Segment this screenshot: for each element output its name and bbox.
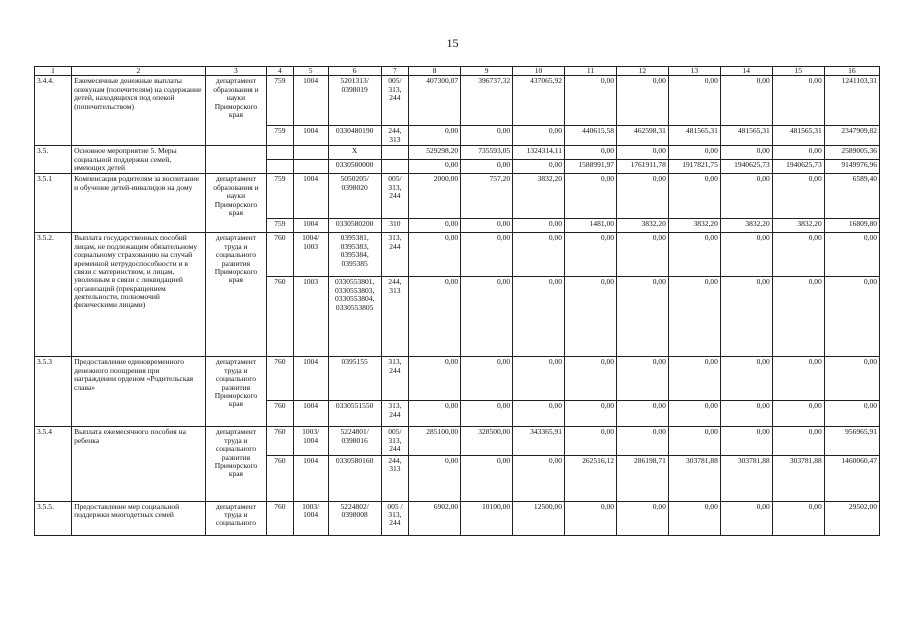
amount-cell: 0,00: [409, 126, 461, 146]
row-department: департамент образования и науки Приморского края: [205, 174, 266, 233]
target-article-code: 0330553801, 0330553803, 0330553804, 0330553805: [328, 277, 381, 357]
row-code: 3.5.4: [35, 427, 72, 501]
amount-cell: 0,00: [616, 501, 668, 535]
amount-cell: 0,00: [616, 277, 668, 357]
amount-cell: 0,00: [824, 401, 879, 427]
amount-cell: 0,00: [720, 174, 772, 219]
section-code: 1004: [293, 174, 328, 219]
section-code: 1004: [293, 126, 328, 146]
amount-cell: 0,00: [565, 357, 617, 401]
expense-type-code: 313, 244: [381, 401, 409, 427]
amount-cell: 481565,31: [772, 126, 824, 146]
amount-cell: 0,00: [720, 401, 772, 427]
amount-cell: 0,00: [668, 357, 720, 401]
amount-cell: 0,00: [720, 427, 772, 455]
target-article-code: X: [328, 146, 381, 160]
amount-cell: 0,00: [772, 401, 824, 427]
target-article-code: 0330580200: [328, 219, 381, 233]
row-department: департамент труда и социального развития Приморского края: [205, 233, 266, 357]
expense-type-code: [381, 146, 409, 160]
amount-cell: 0,00: [772, 277, 824, 357]
expense-type-code: 005/ 313, 244: [381, 76, 409, 126]
amount-cell: 0,00: [720, 277, 772, 357]
amount-cell: 0,00: [565, 76, 617, 126]
grbs-code: 759: [267, 174, 294, 219]
amount-cell: 0,00: [513, 357, 565, 401]
section-code: 1004/ 1003: [293, 233, 328, 277]
row-code: 3.5.5.: [35, 501, 72, 535]
column-number-header: 13: [668, 67, 720, 76]
amount-cell: 3832,20: [616, 219, 668, 233]
amount-cell: 0,00: [668, 427, 720, 455]
table-row: [35, 76, 880, 126]
expense-type-code: 005 / 313, 244: [381, 501, 409, 535]
amount-cell: 0,00: [824, 357, 879, 401]
target-article-code: 0330580160: [328, 455, 381, 501]
amount-cell: 757,20: [461, 174, 513, 219]
row-name: Основное мероприятие 5. Меры социальной поддержки семей, имеющих детей: [72, 146, 206, 174]
row-name: Компенсация родителям за воспитание и обучение детей-инвалидов на дому: [72, 174, 206, 233]
amount-cell: 0,00: [772, 501, 824, 535]
target-article-code: 5201313/ 0398019: [328, 76, 381, 126]
amount-cell: 3832,20: [513, 174, 565, 219]
amount-cell: 1481,00: [565, 219, 617, 233]
column-number-header: 12: [616, 67, 668, 76]
section-code: 1004: [293, 401, 328, 427]
amount-cell: 343365,91: [513, 427, 565, 455]
amount-cell: 956965,91: [824, 427, 879, 455]
expense-type-code: 005/ 313, 244: [381, 427, 409, 455]
amount-cell: 1761911,78: [616, 160, 668, 174]
amount-cell: 0,00: [772, 233, 824, 277]
section-code: 1004: [293, 357, 328, 401]
grbs-code: 760: [267, 501, 294, 535]
target-article-code: 5224802/ 0398008: [328, 501, 381, 535]
amount-cell: 2589005,36: [824, 146, 879, 160]
amount-cell: 0,00: [513, 277, 565, 357]
amount-cell: 16809,80: [824, 219, 879, 233]
amount-cell: 9149976,96: [824, 160, 879, 174]
amount-cell: 303781,88: [772, 455, 824, 501]
section-code: 1004: [293, 455, 328, 501]
amount-cell: 303781,88: [720, 455, 772, 501]
target-article-code: 0330480190: [328, 126, 381, 146]
amount-cell: 303781,88: [668, 455, 720, 501]
amount-cell: 0,00: [772, 174, 824, 219]
grbs-code: 760: [267, 357, 294, 401]
amount-cell: 0,00: [772, 427, 824, 455]
amount-cell: 0,00: [616, 401, 668, 427]
row-department: департамент труда и социального: [205, 501, 266, 535]
section-code: [293, 146, 328, 160]
row-code: 3.5.3: [35, 357, 72, 427]
amount-cell: 0,00: [668, 277, 720, 357]
table-row: [35, 174, 880, 219]
section-code: 1003/ 1004: [293, 427, 328, 455]
section-code: 1004: [293, 76, 328, 126]
row-department: [205, 146, 266, 174]
row-name: Предоставление мер социальной поддержки многодетных семей: [72, 501, 206, 535]
amount-cell: 0,00: [565, 146, 617, 160]
amount-cell: 0,00: [409, 401, 461, 427]
expense-type-code: 244, 313: [381, 126, 409, 146]
amount-cell: 0,00: [409, 160, 461, 174]
column-number-header: 8: [409, 67, 461, 76]
amount-cell: 0,00: [461, 277, 513, 357]
amount-cell: 0,00: [513, 455, 565, 501]
amount-cell: 0,00: [409, 455, 461, 501]
amount-cell: 1917821,75: [668, 160, 720, 174]
row-department: департамент образования и науки Приморского края: [205, 76, 266, 146]
row-name: Выплата государственных пособий лицам, не подлежащим обязательному социальному страхованию на случай временной нетрудоспособности и в связи с материнством, и лицам, уволенным в связи с ликвидацией организаций (прекращением деятельности, полномочий физическими лицами): [72, 233, 206, 357]
amount-cell: 1940625,73: [720, 160, 772, 174]
amount-cell: 481565,31: [720, 126, 772, 146]
amount-cell: 285100,00: [409, 427, 461, 455]
amount-cell: 0,00: [668, 501, 720, 535]
amount-cell: 0,00: [565, 277, 617, 357]
amount-cell: 0,00: [409, 357, 461, 401]
amount-cell: 0,00: [616, 427, 668, 455]
amount-cell: 1460060,47: [824, 455, 879, 501]
amount-cell: 0,00: [565, 174, 617, 219]
expense-type-code: 310: [381, 219, 409, 233]
amount-cell: 440615,58: [565, 126, 617, 146]
amount-cell: 2347909,82: [824, 126, 879, 146]
amount-cell: 10100,00: [461, 501, 513, 535]
amount-cell: 29502,00: [824, 501, 879, 535]
amount-cell: 0,00: [409, 219, 461, 233]
amount-cell: 0,00: [461, 219, 513, 233]
amount-cell: 481565,31: [668, 126, 720, 146]
column-number-header: 7: [381, 67, 409, 76]
amount-cell: 0,00: [772, 357, 824, 401]
amount-cell: 0,00: [461, 455, 513, 501]
row-department: департамент труда и социального развития Приморского края: [205, 357, 266, 427]
amount-cell: 0,00: [565, 501, 617, 535]
amount-cell: 529298,20: [409, 146, 461, 160]
expense-type-code: 313, 244: [381, 233, 409, 277]
expense-type-code: 313, 244: [381, 357, 409, 401]
section-code: 1003: [293, 277, 328, 357]
amount-cell: 0,00: [668, 174, 720, 219]
amount-cell: 396737,32: [461, 76, 513, 126]
amount-cell: 0,00: [461, 357, 513, 401]
page-number: 15: [446, 36, 459, 50]
amount-cell: 0,00: [668, 146, 720, 160]
section-code: [293, 160, 328, 174]
column-number-row: [35, 67, 880, 76]
column-number-header: 10: [513, 67, 565, 76]
amount-cell: 3832,20: [668, 219, 720, 233]
grbs-code: [267, 160, 294, 174]
row-code: 3.5.1: [35, 174, 72, 233]
amount-cell: 0,00: [616, 146, 668, 160]
section-code: 1004: [293, 219, 328, 233]
grbs-code: 759: [267, 219, 294, 233]
column-number-header: 15: [772, 67, 824, 76]
row-name: Ежемесячные денежные выплаты опекунам (попечителям) на содержание детей, находящихся под опекой (попечительством): [72, 76, 206, 146]
amount-cell: 262516,12: [565, 455, 617, 501]
expense-type-code: 005/ 313, 244: [381, 174, 409, 219]
amount-cell: 0,00: [720, 76, 772, 126]
table-row: [35, 233, 880, 277]
column-number-header: 1: [35, 67, 72, 76]
amount-cell: 328500,00: [461, 427, 513, 455]
amount-cell: 0,00: [824, 277, 879, 357]
amount-cell: 1588991,97: [565, 160, 617, 174]
column-number-header: 11: [565, 67, 617, 76]
amount-cell: 0,00: [565, 427, 617, 455]
target-article-code: 0395381, 0395383, 0395384, 0395385: [328, 233, 381, 277]
amount-cell: 0,00: [616, 357, 668, 401]
row-code: 3.4.4.: [35, 76, 72, 146]
target-article-code: 5050205/ 0398020: [328, 174, 381, 219]
amount-cell: 286198,71: [616, 455, 668, 501]
amount-cell: 0,00: [513, 126, 565, 146]
table-row: [35, 357, 880, 401]
target-article-code: 0395155: [328, 357, 381, 401]
amount-cell: 6589,40: [824, 174, 879, 219]
amount-cell: 0,00: [513, 160, 565, 174]
amount-cell: 0,00: [513, 219, 565, 233]
amount-cell: 407300,07: [409, 76, 461, 126]
row-code: 3.5.: [35, 146, 72, 174]
grbs-code: 759: [267, 126, 294, 146]
column-number-header: 3: [205, 67, 266, 76]
amount-cell: 0,00: [409, 233, 461, 277]
amount-cell: 0,00: [720, 357, 772, 401]
section-code: 1003/ 1004: [293, 501, 328, 535]
column-number-header: 5: [293, 67, 328, 76]
amount-cell: 0,00: [461, 233, 513, 277]
table-row: [35, 146, 880, 160]
table-row: [35, 501, 880, 535]
amount-cell: 0,00: [668, 401, 720, 427]
amount-cell: 0,00: [565, 233, 617, 277]
amount-cell: 6902,00: [409, 501, 461, 535]
grbs-code: 760: [267, 455, 294, 501]
amount-cell: 0,00: [461, 401, 513, 427]
grbs-code: [267, 146, 294, 160]
amount-cell: 462598,31: [616, 126, 668, 146]
amount-cell: 1324314,11: [513, 146, 565, 160]
row-name: Выплата ежемесячного пособия на ребенка: [72, 427, 206, 501]
amount-cell: 1241103,31: [824, 76, 879, 126]
grbs-code: 760: [267, 233, 294, 277]
grbs-code: 759: [267, 76, 294, 126]
grbs-code: 760: [267, 277, 294, 357]
column-number-header: 9: [461, 67, 513, 76]
amount-cell: 0,00: [565, 401, 617, 427]
amount-cell: 0,00: [616, 233, 668, 277]
amount-cell: 0,00: [772, 76, 824, 126]
amount-cell: 0,00: [513, 401, 565, 427]
amount-cell: 0,00: [616, 76, 668, 126]
column-number-header: 4: [267, 67, 294, 76]
amount-cell: 0,00: [461, 160, 513, 174]
expense-type-code: 244, 313: [381, 277, 409, 357]
amount-cell: 0,00: [824, 233, 879, 277]
column-number-header: 14: [720, 67, 772, 76]
amount-cell: 0,00: [720, 146, 772, 160]
amount-cell: 0,00: [720, 233, 772, 277]
grbs-code: 760: [267, 401, 294, 427]
amount-cell: 437065,92: [513, 76, 565, 126]
grbs-code: 760: [267, 427, 294, 455]
amount-cell: 735593,05: [461, 146, 513, 160]
column-number-header: 16: [824, 67, 879, 76]
row-department: департамент труда и социального развития Приморского края: [205, 427, 266, 501]
target-article-code: 0330551550: [328, 401, 381, 427]
amount-cell: 0,00: [720, 501, 772, 535]
amount-cell: 0,00: [668, 76, 720, 126]
expense-type-code: 244, 313: [381, 455, 409, 501]
amount-cell: 1940625,73: [772, 160, 824, 174]
amount-cell: 0,00: [616, 174, 668, 219]
column-number-header: 2: [72, 67, 206, 76]
amount-cell: 0,00: [513, 233, 565, 277]
target-article-code: 5224801/ 0398016: [328, 427, 381, 455]
budget-table: [34, 66, 880, 536]
table-row: [35, 427, 880, 455]
amount-cell: 12500,00: [513, 501, 565, 535]
row-name: Предоставление единовременного денежного поощрения при награждении орденом «Родительская слава»: [72, 357, 206, 427]
amount-cell: 3832,20: [720, 219, 772, 233]
expense-type-code: [381, 160, 409, 174]
column-number-header: 6: [328, 67, 381, 76]
amount-cell: 0,00: [409, 277, 461, 357]
amount-cell: 2000,00: [409, 174, 461, 219]
amount-cell: 0,00: [461, 126, 513, 146]
row-code: 3.5.2.: [35, 233, 72, 357]
amount-cell: 3832,20: [772, 219, 824, 233]
amount-cell: 0,00: [668, 233, 720, 277]
target-article-code: 0330500000: [328, 160, 381, 174]
amount-cell: 0,00: [772, 146, 824, 160]
